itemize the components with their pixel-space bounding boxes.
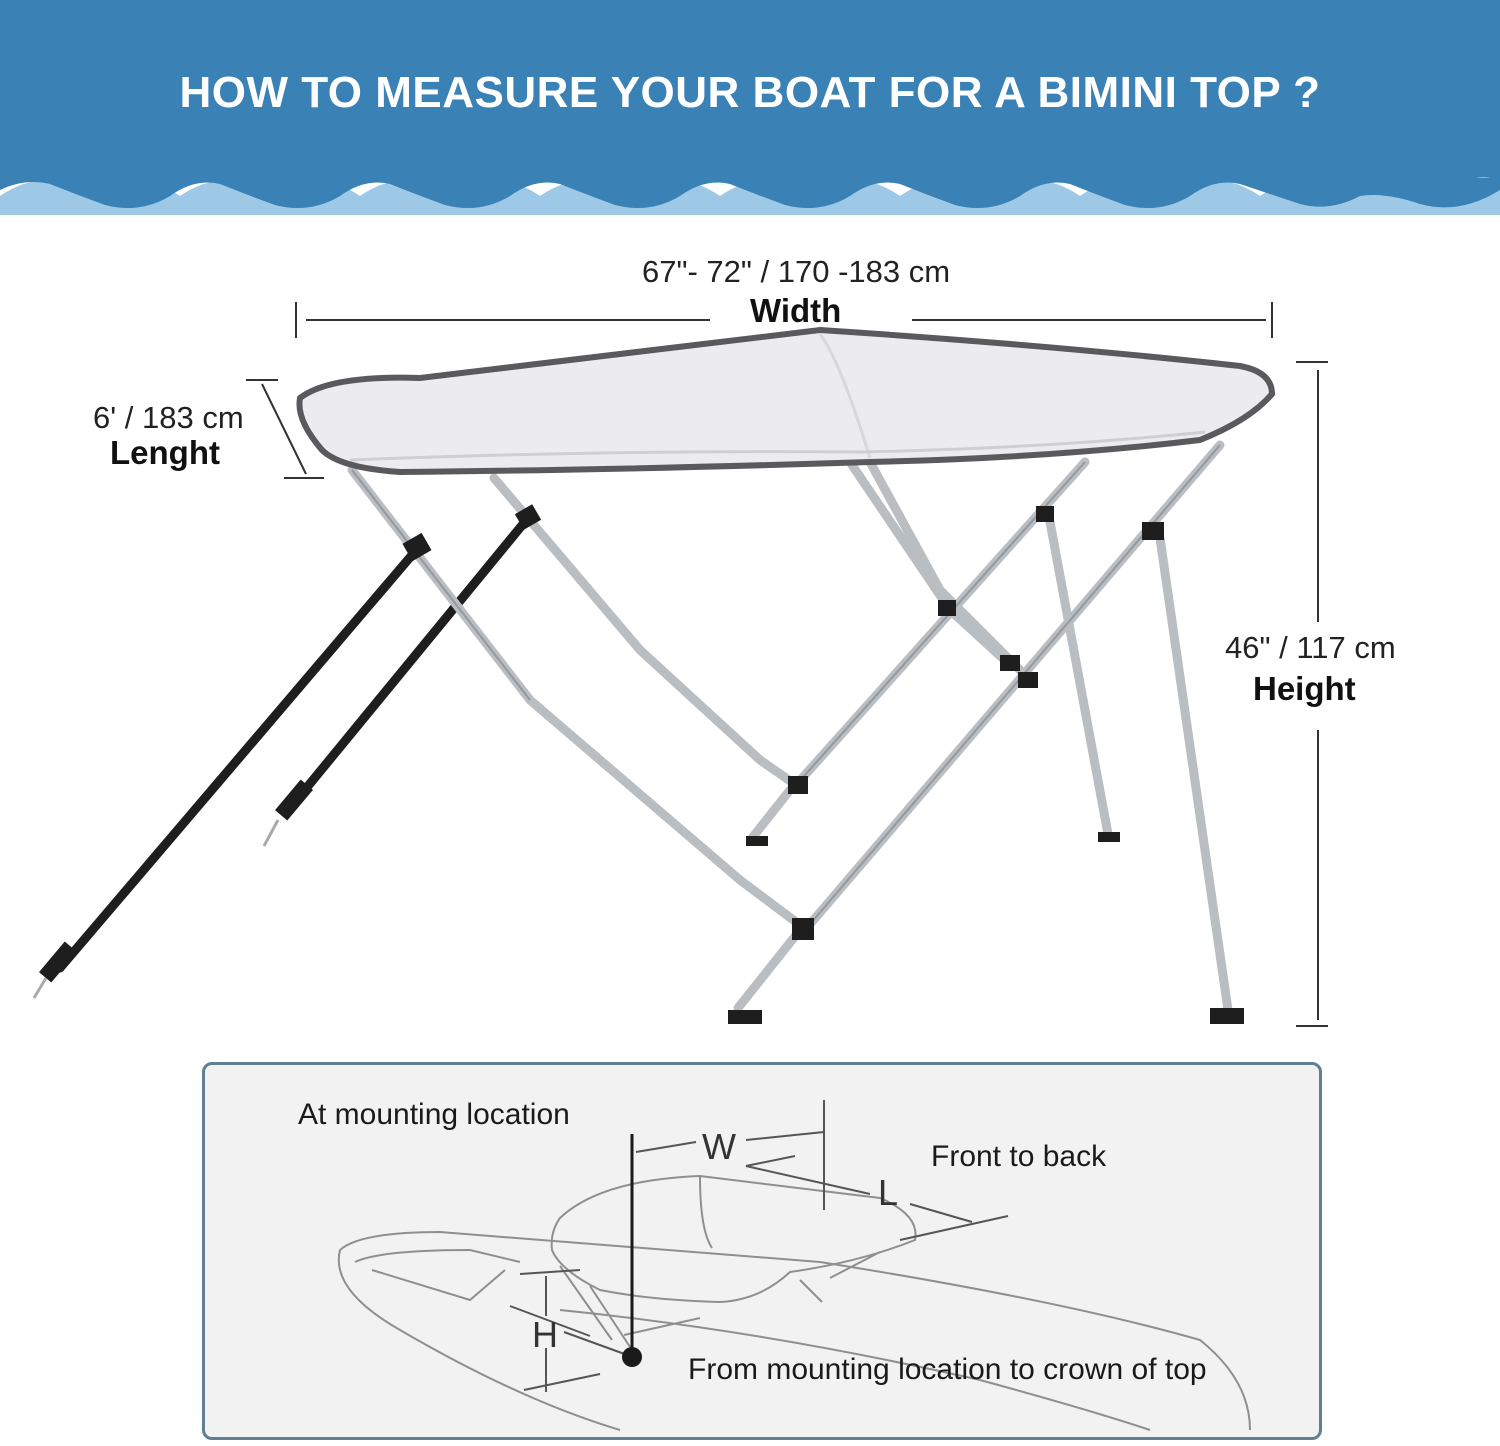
crown-caption: From mounting location to crown of top [688, 1353, 1207, 1386]
mounting-point [622, 1347, 642, 1367]
mounting-location-caption: At mounting location [298, 1098, 570, 1131]
width-label: Width [750, 292, 842, 329]
width-value: 67"- 72" / 170 -183 cm [642, 254, 951, 289]
length-label: Lenght [110, 434, 220, 471]
height-value: 46" / 117 cm [1225, 630, 1396, 665]
front-to-back-caption: Front to back [931, 1140, 1107, 1173]
length-value: 6' / 183 cm [93, 400, 244, 435]
banner-title: HOW TO MEASURE YOUR BOAT FOR A BIMINI TOP ? [179, 68, 1321, 117]
height-letter: H [532, 1314, 558, 1355]
length-letter: L [878, 1172, 899, 1213]
width-letter: W [702, 1126, 736, 1167]
height-label: Height [1253, 670, 1356, 707]
